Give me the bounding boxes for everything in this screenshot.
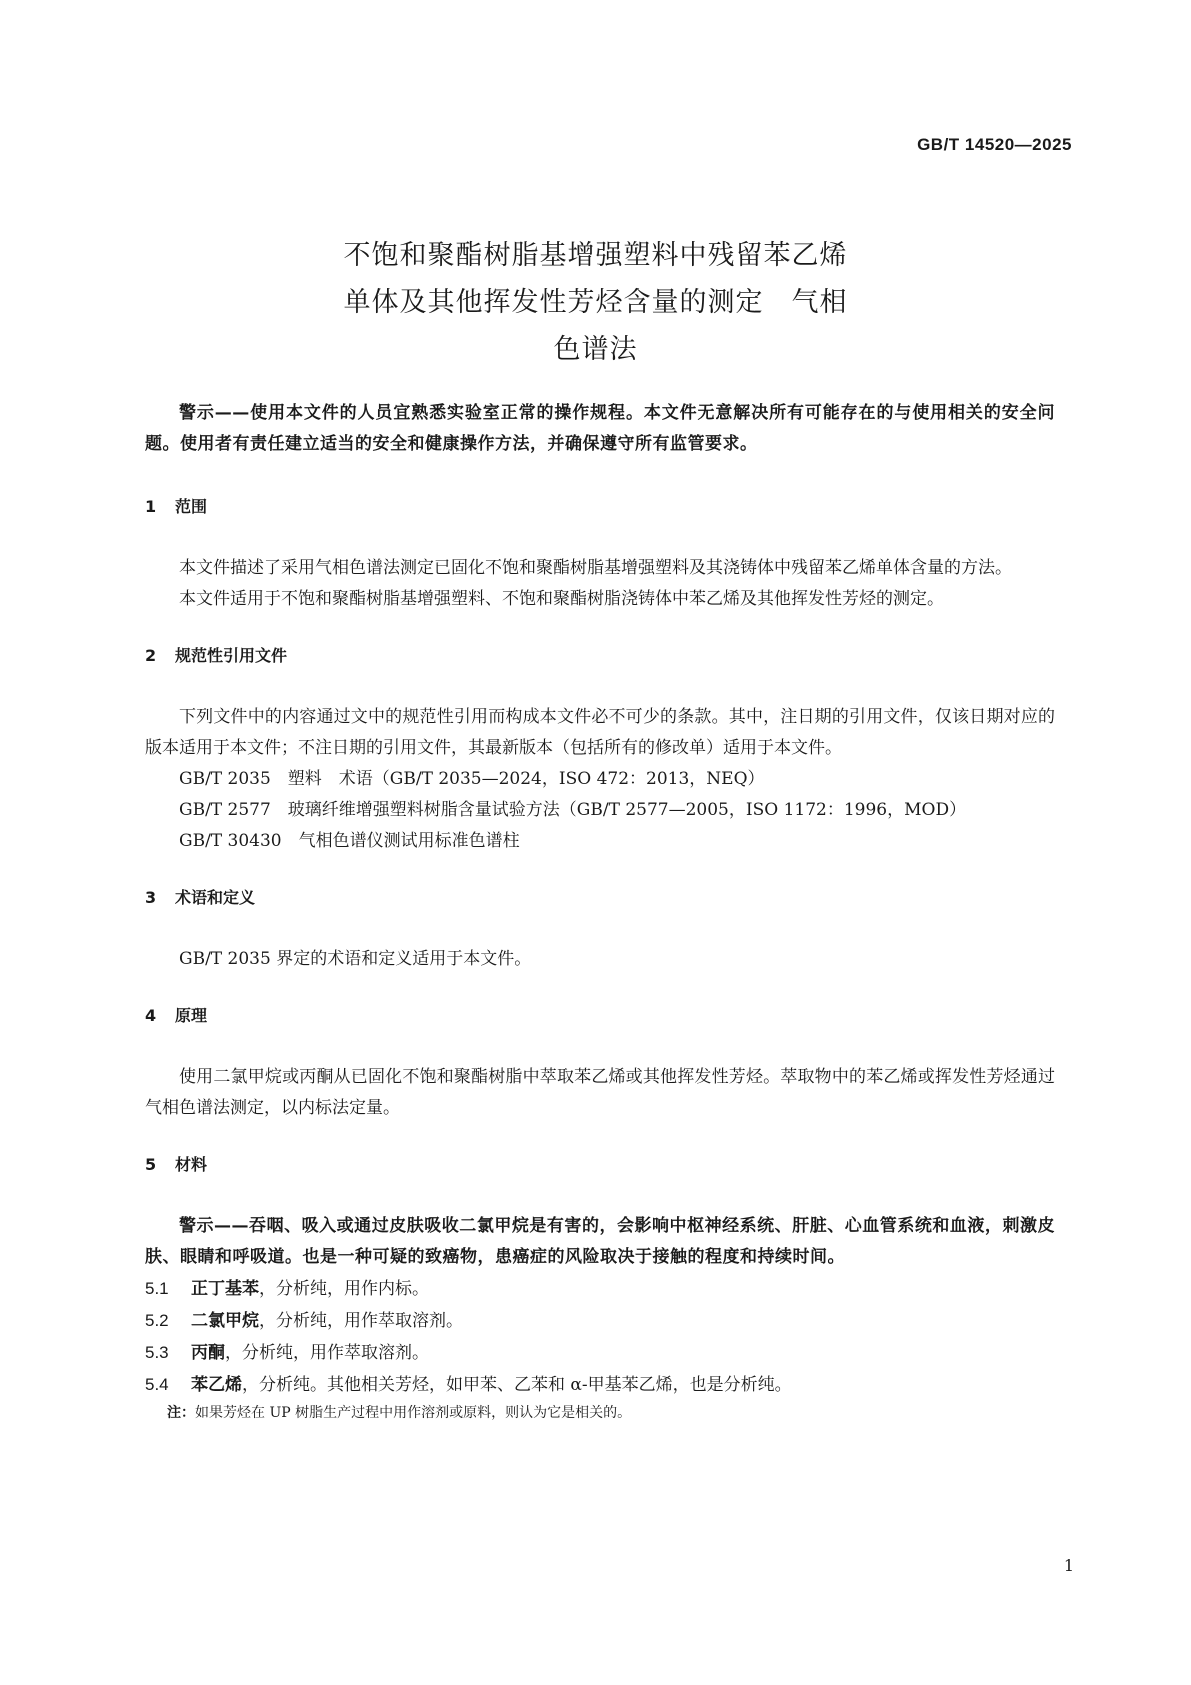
material-item: [145, 1273, 1055, 1305]
item-number: 5.2: [145, 1311, 169, 1330]
material-note: [145, 1401, 1055, 1425]
section-title: 术语和定义: [175, 888, 256, 907]
item-description: ，分析纯，用作萃取溶剂。: [225, 1343, 429, 1363]
section-number: 5: [145, 1155, 157, 1174]
section-5-heading: [145, 1149, 1055, 1180]
section-number: 2: [145, 646, 157, 665]
section-title: 材料: [175, 1155, 208, 1174]
section-4-heading: [145, 1000, 1055, 1031]
item-term: 苯乙烯: [191, 1375, 242, 1395]
section-1-paragraph-2: 本文件适用于不饱和聚酯树脂基增强塑料、不饱和聚酯树脂浇铸体中苯乙烯及其他挥发性芳烃的测定。: [179, 589, 944, 609]
note-label: 注：: [167, 1405, 195, 1421]
section-2-paragraph-1: 下列文件中的内容通过文中的规范性引用而构成本文件必不可少的条款。其中，注日期的引用文件，仅该日期对应的版本适用于本文件；不注日期的引用文件，其最新版本（包括所有的修改单）适用于本文件。: [145, 707, 1055, 758]
item-number: 5.4: [145, 1375, 169, 1394]
material-item: [145, 1337, 1055, 1369]
title-line-2: 单体及其他挥发性芳烃含量的测定 气相: [343, 287, 848, 318]
section-1-heading: [145, 491, 1055, 522]
section-3-paragraph-1: GB/T 2035 界定的术语和定义适用于本文件。: [179, 949, 532, 969]
section-3-heading: [145, 882, 1055, 913]
title-line-3: 色谱法: [553, 334, 638, 365]
note-text: 如果芳烃在 UP 树脂生产过程中用作溶剂或原料，则认为它是相关的。: [195, 1405, 632, 1421]
normative-reference: GB/T 2577 玻璃纤维增强塑料树脂含量试验方法（GB/T 2577—2005，ISO 1172：1996，MOD）: [179, 800, 967, 820]
item-term: 二氯甲烷: [191, 1311, 259, 1331]
item-description: ，分析纯，用作内标。: [259, 1279, 429, 1299]
material-item: [145, 1369, 1055, 1401]
material-warning: 警示——吞咽、吸入或通过皮肤吸收二氯甲烷是有害的，会影响中枢神经系统、肝脏、心血管系统和血液，刺激皮肤、眼睛和呼吸道。也是一种可疑的致癌物，患癌症的风险取决于接触的程度和持续时间。: [145, 1216, 1055, 1267]
material-item: [145, 1305, 1055, 1337]
section-4-paragraph-1: 使用二氯甲烷或丙酮从已固化不饱和聚酯树脂中萃取苯乙烯或其他挥发性芳烃。萃取物中的苯乙烯或挥发性芳烃通过气相色谱法测定，以内标法定量。: [145, 1067, 1055, 1118]
section-1-paragraph-1: 本文件描述了采用气相色谱法测定已固化不饱和聚酯树脂基增强塑料及其浇铸体中残留苯乙烯单体含量的方法。: [179, 558, 1012, 578]
document-title: [0, 232, 1191, 373]
section-number: 1: [145, 497, 157, 516]
item-description: ，分析纯。其他相关芳烃，如甲苯、乙苯和 α-甲基苯乙烯，也是分析纯。: [242, 1375, 792, 1395]
section-2-heading: [145, 640, 1055, 671]
section-title: 规范性引用文件: [175, 646, 288, 665]
item-description: ，分析纯，用作萃取溶剂。: [259, 1311, 463, 1331]
document-body: [145, 398, 1055, 1425]
standard-code: GB/T 14520—2025: [917, 135, 1072, 154]
item-number: 5.1: [145, 1279, 169, 1298]
normative-reference: GB/T 2035 塑料 术语（GB/T 2035—2024，ISO 472：2013，NEQ）: [179, 769, 765, 789]
page-number: 1: [1063, 1556, 1074, 1575]
item-term: 丙酮: [191, 1343, 225, 1363]
safety-warning: 警示——使用本文件的人员宜熟悉实验室正常的操作规程。本文件无意解决所有可能存在的与使用相关的安全问题。使用者有责任建立适当的安全和健康操作方法，并确保遵守所有监管要求。: [145, 403, 1055, 454]
normative-reference: GB/T 30430 气相色谱仪测试用标准色谱柱: [179, 831, 520, 851]
section-title: 原理: [175, 1006, 208, 1025]
item-number: 5.3: [145, 1343, 169, 1362]
title-line-1: 不饱和聚酯树脂基增强塑料中残留苯乙烯: [343, 240, 848, 271]
section-number: 3: [145, 888, 157, 907]
item-term: 正丁基苯: [191, 1279, 259, 1299]
section-title: 范围: [175, 497, 208, 516]
section-number: 4: [145, 1006, 157, 1025]
